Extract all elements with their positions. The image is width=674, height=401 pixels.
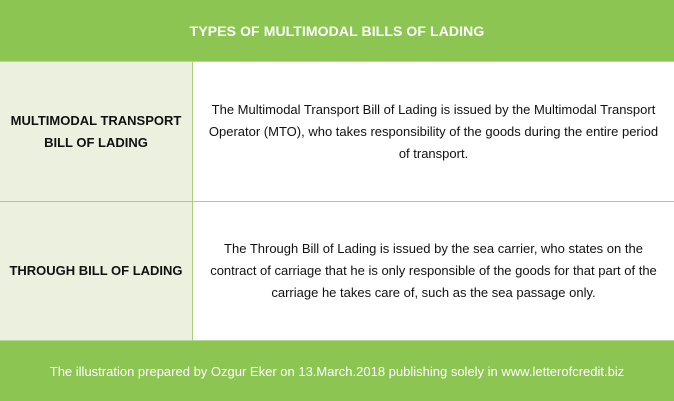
row-description: The Through Bill of Lading is issued by the sea carrier, who states on the contract of carriage that he is only responsible of the goods for that part of the carriage he takes care of, such as the sea passage only.	[210, 241, 657, 300]
row-description: The Multimodal Transport Bill of Lading is issued by the Multimodal Transport Operator (MTO), who takes responsibility of the goods during the entire period of transport.	[208, 101, 659, 161]
footer-credit: The illustration prepared by Ozgur Eker on 13.March.2018 publishing solely in www.letterofcredit.biz	[0, 340, 674, 401]
table-row	[0, 202, 674, 340]
row-label: THROUGH BILL OF LADING	[0, 202, 193, 340]
table-row	[0, 62, 674, 202]
table-title: TYPES OF MULTIMODAL BILLS OF LADING	[0, 0, 674, 62]
row-label: MULTIMODAL TRANSPORT BILL OF LADING	[0, 62, 193, 201]
